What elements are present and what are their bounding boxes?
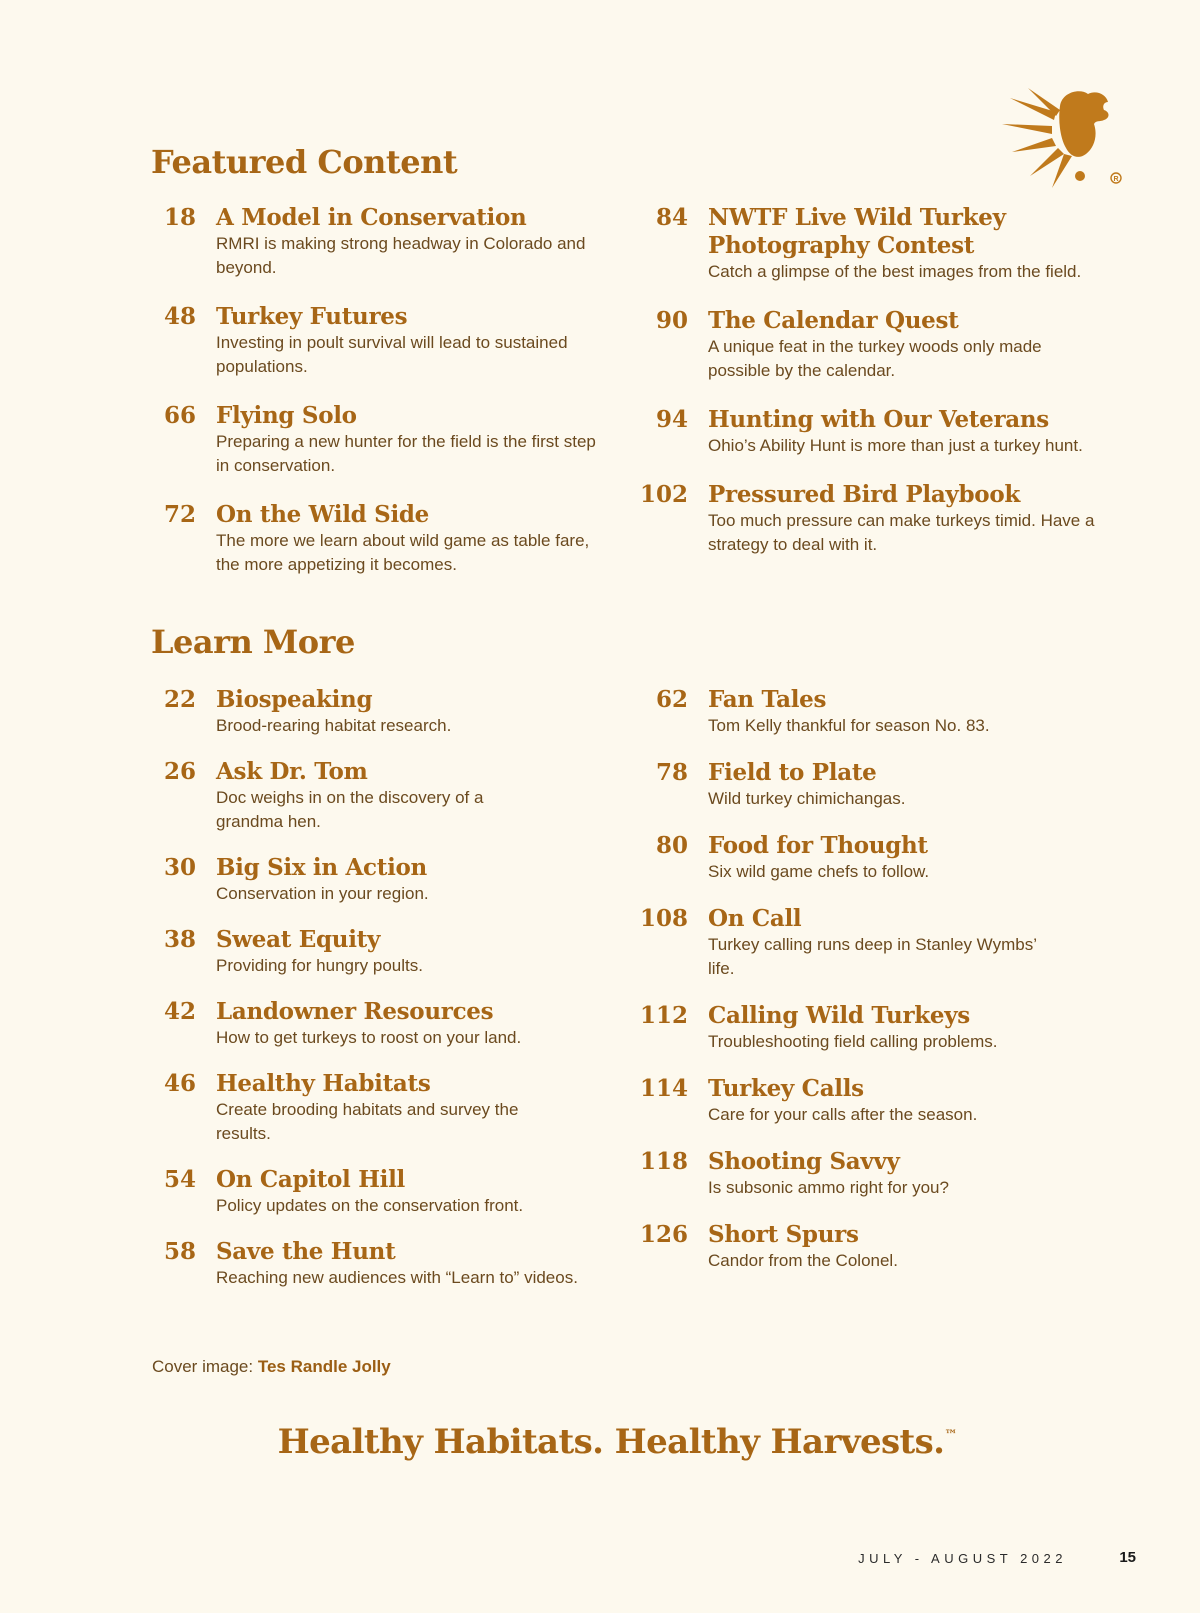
entry-title: On Capitol Hill xyxy=(216,1166,405,1193)
entry-title: Turkey Futures xyxy=(216,303,408,330)
entry-title: On Call xyxy=(708,905,802,932)
entry-desc: Preparing a new hunter for the field is the first step in conservation. xyxy=(216,432,596,475)
toc-entry[interactable] xyxy=(163,1238,616,1290)
entry-desc: Turkey calling runs deep in Stanley Wymbs’ life. xyxy=(708,935,1037,978)
entry-title: The Calendar Quest xyxy=(708,307,959,334)
toc-entry[interactable] xyxy=(163,303,606,379)
featured-left-column xyxy=(163,204,606,600)
toc-entry[interactable] xyxy=(163,501,606,577)
page-number: 62 xyxy=(655,686,688,713)
entry-title: Calling Wild Turkeys xyxy=(708,1002,970,1029)
page-number: 46 xyxy=(163,1070,196,1097)
entry-title: Turkey Calls xyxy=(708,1075,864,1102)
trademark-mark: ™ xyxy=(944,1428,958,1443)
entry-desc: Providing for hungry poults. xyxy=(216,956,423,975)
entry-title: Hunting with Our Veterans xyxy=(708,406,1049,433)
page-number: 30 xyxy=(163,854,196,881)
page-number: 126 xyxy=(639,1221,688,1248)
entry-title: Shooting Savvy xyxy=(708,1148,900,1175)
entry-title: On the Wild Side xyxy=(216,501,430,528)
cover-credit xyxy=(152,1357,391,1377)
page-number: 54 xyxy=(163,1166,196,1193)
tagline-text: Healthy Habitats. Healthy Harvests. xyxy=(277,1422,945,1462)
entry-title: Healthy Habitats xyxy=(216,1070,431,1097)
entry-desc: Brood-rearing habitat research. xyxy=(216,716,452,735)
toc-entry[interactable] xyxy=(655,307,1098,383)
entry-desc: A unique feat in the turkey woods only made possible by the calendar. xyxy=(708,337,1042,380)
entry-desc: Candor from the Colonel. xyxy=(708,1251,898,1270)
toc-entry[interactable] xyxy=(639,905,1038,981)
toc-entry[interactable] xyxy=(655,832,1098,884)
entry-title: Field to Plate xyxy=(708,759,877,786)
entry-desc: Doc weighs in on the discovery of a grandma hen. xyxy=(216,788,484,831)
learn-right-column xyxy=(639,686,1098,1294)
toc-entry[interactable] xyxy=(639,1221,1098,1273)
toc-entry[interactable] xyxy=(163,1166,616,1218)
toc-entry[interactable] xyxy=(163,1070,556,1146)
page-number: 80 xyxy=(655,832,688,859)
page-number: 118 xyxy=(639,1148,688,1175)
entry-title: Big Six in Action xyxy=(216,854,427,881)
entry-title: Landowner Resources xyxy=(216,998,494,1025)
page-number: 42 xyxy=(163,998,196,1025)
cover-label: Cover image: xyxy=(152,1357,254,1376)
entry-title: Flying Solo xyxy=(216,402,357,429)
page-number: 114 xyxy=(639,1075,688,1102)
entry-desc: Is subsonic ammo right for you? xyxy=(708,1178,949,1197)
entry-desc: The more we learn about wild game as table fare, the more appetizing it becomes. xyxy=(216,531,590,574)
entry-desc: Six wild game chefs to follow. xyxy=(708,862,930,881)
entry-desc: Reaching new audiences with “Learn to” videos. xyxy=(216,1268,578,1287)
entry-title: Biospeaking xyxy=(216,686,373,713)
toc-entry[interactable] xyxy=(655,686,1098,738)
toc-entry[interactable] xyxy=(655,204,1098,284)
toc-entry[interactable] xyxy=(163,998,616,1050)
page-number: 102 xyxy=(639,481,688,508)
entry-desc: Create brooding habitats and survey the results. xyxy=(216,1100,519,1143)
learn-left-column xyxy=(163,686,616,1310)
entry-desc: Investing in poult survival will lead to sustained populations. xyxy=(216,333,568,376)
page-number: 66 xyxy=(163,402,196,429)
cover-photographer: Tes Randle Jolly xyxy=(257,1357,391,1376)
page-number: 72 xyxy=(163,501,196,528)
toc-entry[interactable] xyxy=(163,758,546,834)
page-number: 94 xyxy=(655,406,688,433)
page-number: 108 xyxy=(639,905,688,932)
entry-desc: Ohio’s Ability Hunt is more than just a turkey hunt. xyxy=(708,436,1083,455)
toc-entry[interactable] xyxy=(655,406,1098,458)
entry-title: Sweat Equity xyxy=(216,926,381,953)
issue-date: JULY - AUGUST 2022 xyxy=(858,1551,1067,1566)
toc-entry[interactable] xyxy=(163,926,616,978)
entry-title: Save the Hunt xyxy=(216,1238,396,1265)
page-number: 38 xyxy=(163,926,196,953)
featured-right-column xyxy=(639,204,1098,580)
entry-title: Fan Tales xyxy=(708,686,827,713)
entry-desc: Care for your calls after the season. xyxy=(708,1105,978,1124)
entry-title: A Model in Conservation xyxy=(216,204,527,231)
entry-desc: Conservation in your region. xyxy=(216,884,429,903)
entry-desc: Policy updates on the conservation front. xyxy=(216,1196,524,1215)
toc-entry[interactable] xyxy=(655,759,1098,811)
toc-entry[interactable] xyxy=(163,854,616,906)
entry-desc: Troubleshooting field calling problems. xyxy=(708,1032,998,1051)
entry-title: Short Spurs xyxy=(708,1221,859,1248)
tagline xyxy=(0,1422,1200,1462)
svg-text:R: R xyxy=(1113,176,1119,183)
toc-entry[interactable] xyxy=(639,1148,1098,1200)
entry-desc: RMRI is making strong headway in Colorado and beyond. xyxy=(216,234,586,277)
learn-more-heading: Learn More xyxy=(151,623,355,661)
entry-title: NWTF Live Wild Turkey Photography Contest xyxy=(708,204,1006,259)
page-number-footer: 15 xyxy=(1119,1549,1136,1566)
toc-entry[interactable] xyxy=(163,204,606,280)
toc-entry[interactable] xyxy=(163,402,606,478)
entry-title: Pressured Bird Playbook xyxy=(708,481,1020,508)
entry-desc: Too much pressure can make turkeys timid. Have a strategy to deal with it. xyxy=(708,511,1095,554)
entry-desc: How to get turkeys to roost on your land. xyxy=(216,1028,522,1047)
featured-heading: Featured Content xyxy=(151,143,458,181)
page-number: 22 xyxy=(163,686,196,713)
toc-entry[interactable] xyxy=(163,686,616,738)
page-number: 112 xyxy=(639,1002,688,1029)
page-number: 90 xyxy=(655,307,688,334)
entry-desc: Wild turkey chimichangas. xyxy=(708,789,906,808)
entry-title: Food for Thought xyxy=(708,832,928,859)
page-number: 78 xyxy=(655,759,688,786)
toc-entry[interactable] xyxy=(639,481,1098,557)
page-number: 18 xyxy=(163,204,196,231)
entry-title: Ask Dr. Tom xyxy=(216,758,368,785)
entry-desc: Catch a glimpse of the best images from the field. xyxy=(708,262,1082,281)
page-number: 48 xyxy=(163,303,196,330)
entry-desc: Tom Kelly thankful for season No. 83. xyxy=(708,716,990,735)
page-number: 84 xyxy=(655,204,688,231)
page-number: 26 xyxy=(163,758,196,785)
page-number: 58 xyxy=(163,1238,196,1265)
toc-entry[interactable] xyxy=(639,1075,1098,1127)
turkey-logo-icon xyxy=(1000,84,1126,192)
toc-entry[interactable] xyxy=(639,1002,1098,1054)
